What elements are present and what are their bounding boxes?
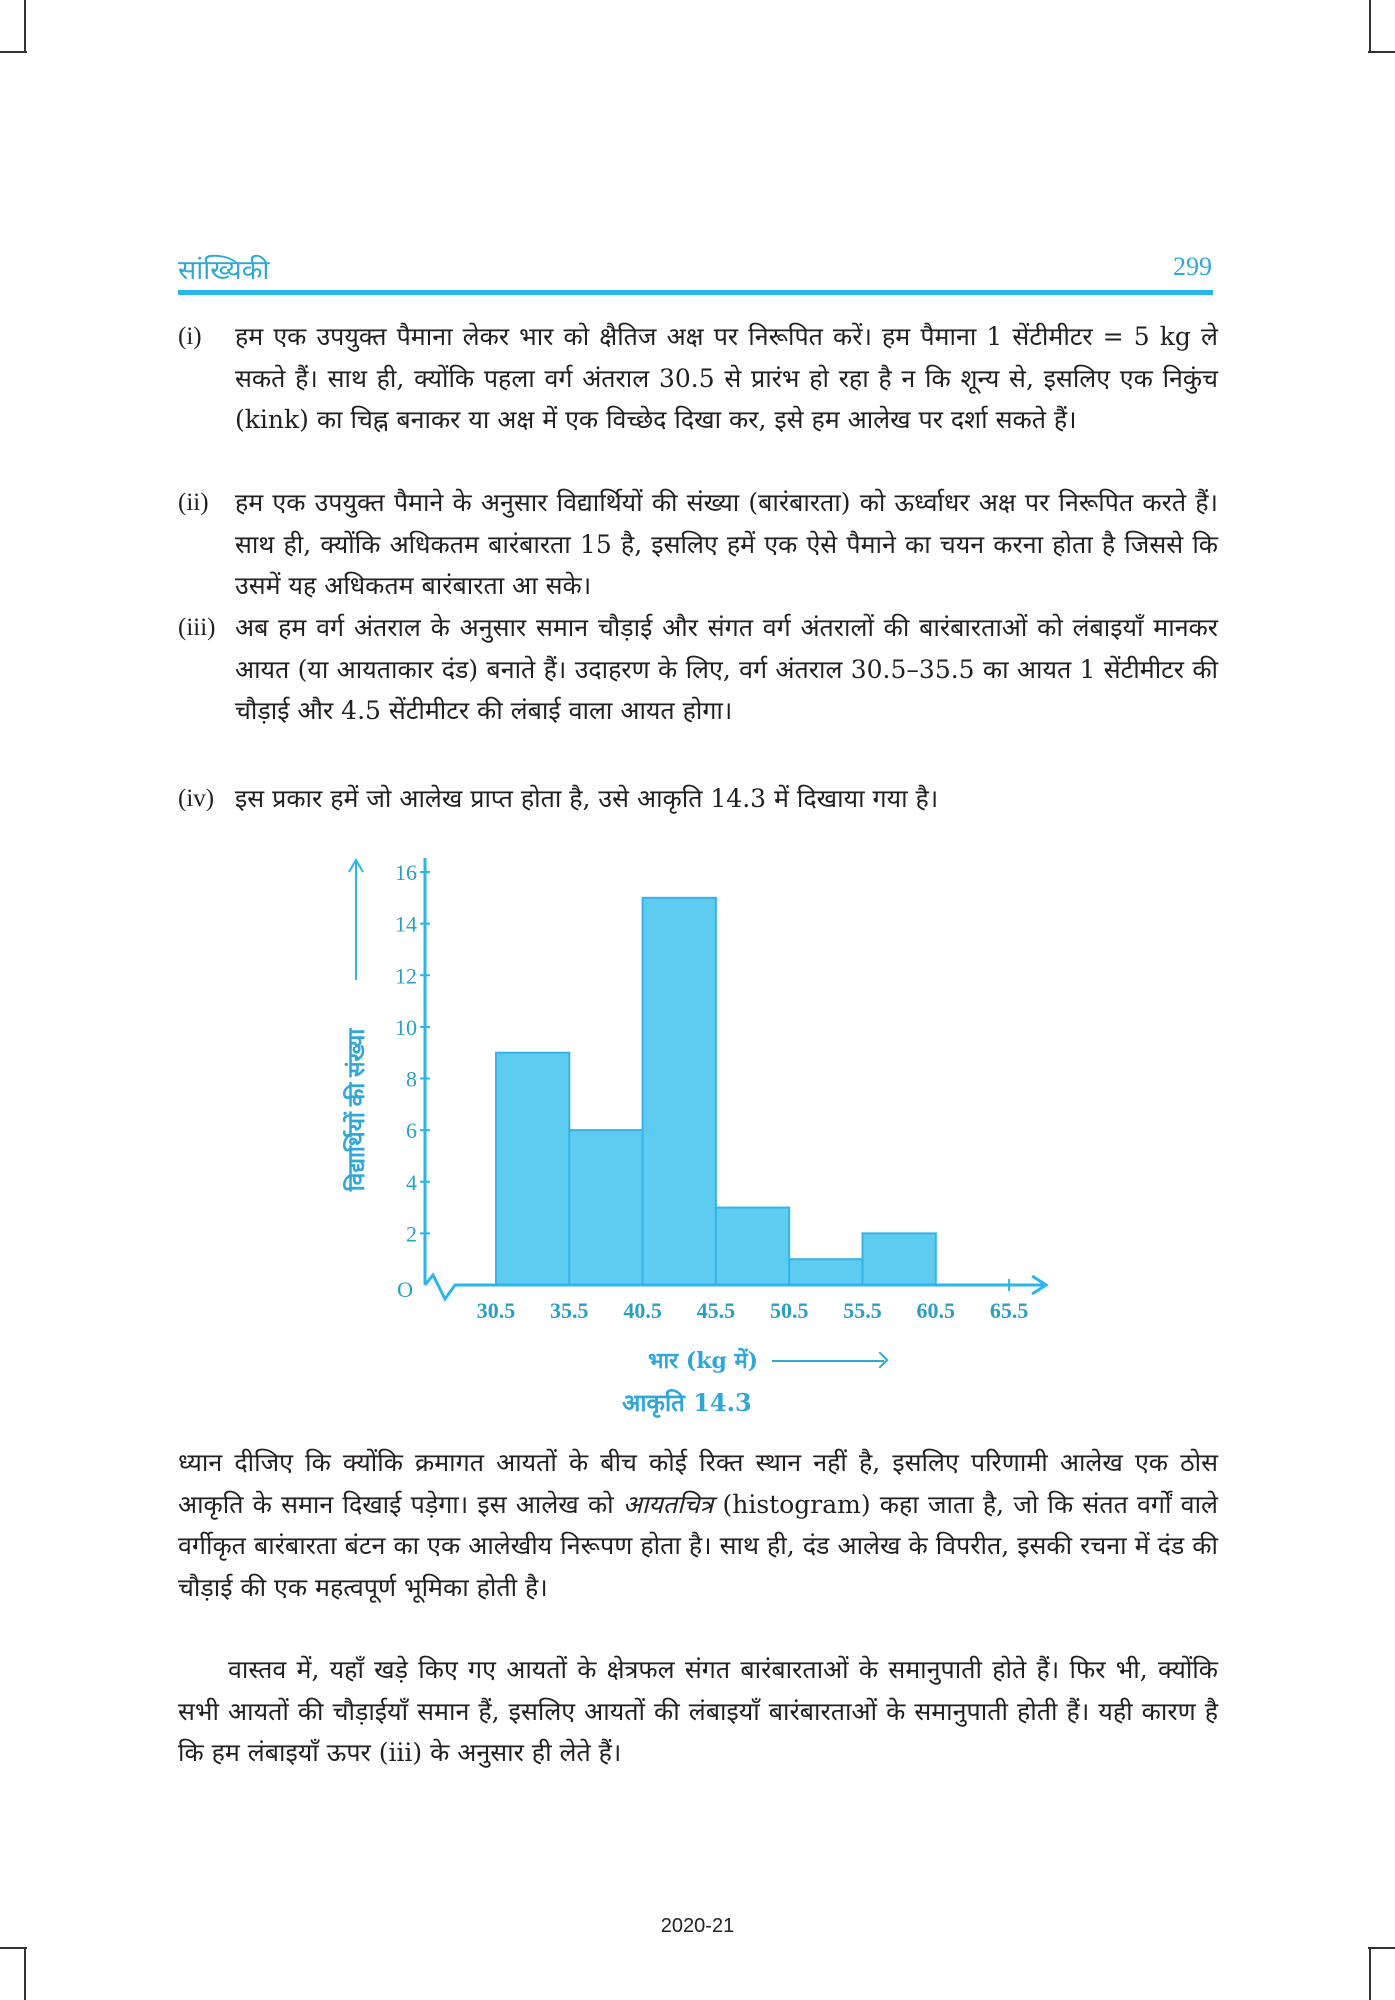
step-text: इस प्रकार हमें जो आलेख प्राप्त होता है, उसे आकृति 14.3 में दिखाया गया है। (235, 784, 939, 813)
x-axis-tick-label: 65.5 (989, 1298, 1029, 1323)
x-axis-label-arrow-icon (772, 1360, 884, 1362)
histogram-bar (716, 1208, 789, 1285)
step-item-i (178, 316, 1218, 441)
step-text: अब हम वर्ग अंतराल के अनुसार समान चौड़ाई और संगत वर्ग अंतरालों की बारंबारताओं को लंबाइयाँ मानकर आयत (या आयताकार दंड) बनाते हैं। उदाहरण के लिए, वर्ग अंतराल 30.5–35.5 का आयत 1 सेंटीमीटर की चौड़ाई और 4.5 सेंटीमीटर की लंबाई वाला आयत होगा। (235, 613, 1218, 725)
x-axis-tick-label: 35.5 (550, 1298, 589, 1323)
step-item-ii (178, 482, 1218, 607)
crop-mark (1369, 0, 1371, 52)
x-axis-label: भार (kg में) (648, 1348, 759, 1374)
paragraph-text: वास्तव में, यहाँ खड़े किए गए आयतों के क्षेत्रफल संगत बारंबारताओं के समानुपाती होते हैं। फिर भी, क्योंकि सभी आयतों की चौड़ाईयाँ समान हैं, इसलिए आयतों की लंबाइयाँ बारंबारताओं के समानुपाती होती हैं। यही कारण है कि हम लंबाइयाँ ऊपर (iii) के अनुसार ही लेते हैं। (178, 1655, 1218, 1767)
step-item-iv (178, 778, 1218, 820)
crop-mark (0, 1947, 27, 1949)
header-rule (178, 290, 1213, 295)
x-axis-tick-label: 50.5 (769, 1298, 809, 1323)
footer-year: 2020-21 (660, 1915, 735, 1937)
step-item-iii (178, 607, 1218, 732)
y-axis-tick-label: 2 (406, 1221, 417, 1247)
paragraph-text: ध्यान दीजिए कि क्योंकि क्रमागत आयतों के बीच कोई रिक्त स्थान नहीं है, इसलिए परिणामी आलेख एक ठोस आकृति के समान दिखाई पड़ेगा। इस आलेख को (178, 1448, 1218, 1519)
y-axis-tick-label: 16 (395, 860, 417, 885)
area-proportional-paragraph (178, 1649, 1218, 1774)
histogram-term: आयतचित्र (622, 1489, 714, 1519)
step-number: (iii) (178, 614, 216, 641)
histogram-bar (569, 1130, 642, 1285)
crop-mark (1369, 1948, 1371, 2000)
y-axis-tick-label: 4 (406, 1169, 417, 1195)
x-axis-tick-label: 60.5 (916, 1298, 956, 1323)
step-text: हम एक उपयुक्त पैमाने के अनुसार विद्यार्थियों की संख्या (बारंबारता) को ऊर्ध्वाधर अक्ष पर निरूपित करते हैं। साथ ही, क्योंकि अधिकतम बारंबारता 15 है, इसलिए हमें एक ऐसे पैमाने का चयन करना होता है जिससे कि उसमें यह अधिकतम बारंबारता आ सके। (235, 488, 1218, 600)
y-axis-tick-label: 12 (395, 963, 417, 989)
step-number: (iv) (178, 785, 215, 812)
x-axis-tick-label: 45.5 (696, 1298, 736, 1323)
figure-caption: आकृति 14.3 (622, 1388, 752, 1417)
crop-mark (0, 51, 27, 53)
y-axis-tick-label: 10 (395, 1014, 417, 1040)
paragraph-text: (histogram) कहा जाता है, जो कि संतत वर्गों वाले वर्गीकृत बारंबारता बंटन का एक आलेखीय निरूपण होता है। साथ ही, दंड आलेख के विपरीत, इसकी रचना में दंड की चौड़ाई की एक महत्वपूर्ण भूमिका होती है। (178, 1489, 1218, 1602)
y-axis-tick-label: 6 (406, 1118, 417, 1144)
histogram-bar (789, 1259, 862, 1285)
crop-mark (1368, 1947, 1395, 1949)
y-axis-label: विद्यार्थियों की संख्या (344, 1028, 369, 1192)
step-number: (i) (178, 323, 202, 350)
histogram-bar (863, 1233, 936, 1285)
crop-mark (1368, 51, 1395, 53)
crop-mark (24, 1948, 26, 2000)
crop-mark (24, 0, 26, 52)
x-axis-tick-label: 55.5 (843, 1298, 882, 1323)
x-axis-tick-label: 30.5 (476, 1298, 516, 1323)
chapter-title: सांख्यिकी (178, 255, 270, 286)
page-number: 299 (1173, 252, 1212, 281)
histogram-bar (496, 1053, 569, 1285)
histogram-explanation-paragraph (178, 1442, 1218, 1608)
origin-label: O (397, 1277, 413, 1302)
step-text: हम एक उपयुक्त पैमाना लेकर भार को क्षैतिज अक्ष पर निरूपित करें। हम पैमाना 1 सेंटीमीटर = 5 kg ले सकते हैं। साथ ही, क्योंकि पहला वर्ग अंतराल 30.5 से प्रारंभ हो रहा है न कि शून्य से, इसलिए एक निकुंच (kink) का चिह्न बनाकर या अक्ष में एक विच्छेद दिखा कर, इसे हम आलेख पर दर्शा सकते हैं। (235, 322, 1218, 434)
y-axis-tick-label: 14 (395, 911, 417, 937)
step-number: (ii) (178, 489, 209, 516)
y-axis-tick-label: 8 (406, 1066, 417, 1092)
histogram-bar (643, 898, 716, 1285)
x-axis-tick-label: 40.5 (623, 1298, 662, 1323)
